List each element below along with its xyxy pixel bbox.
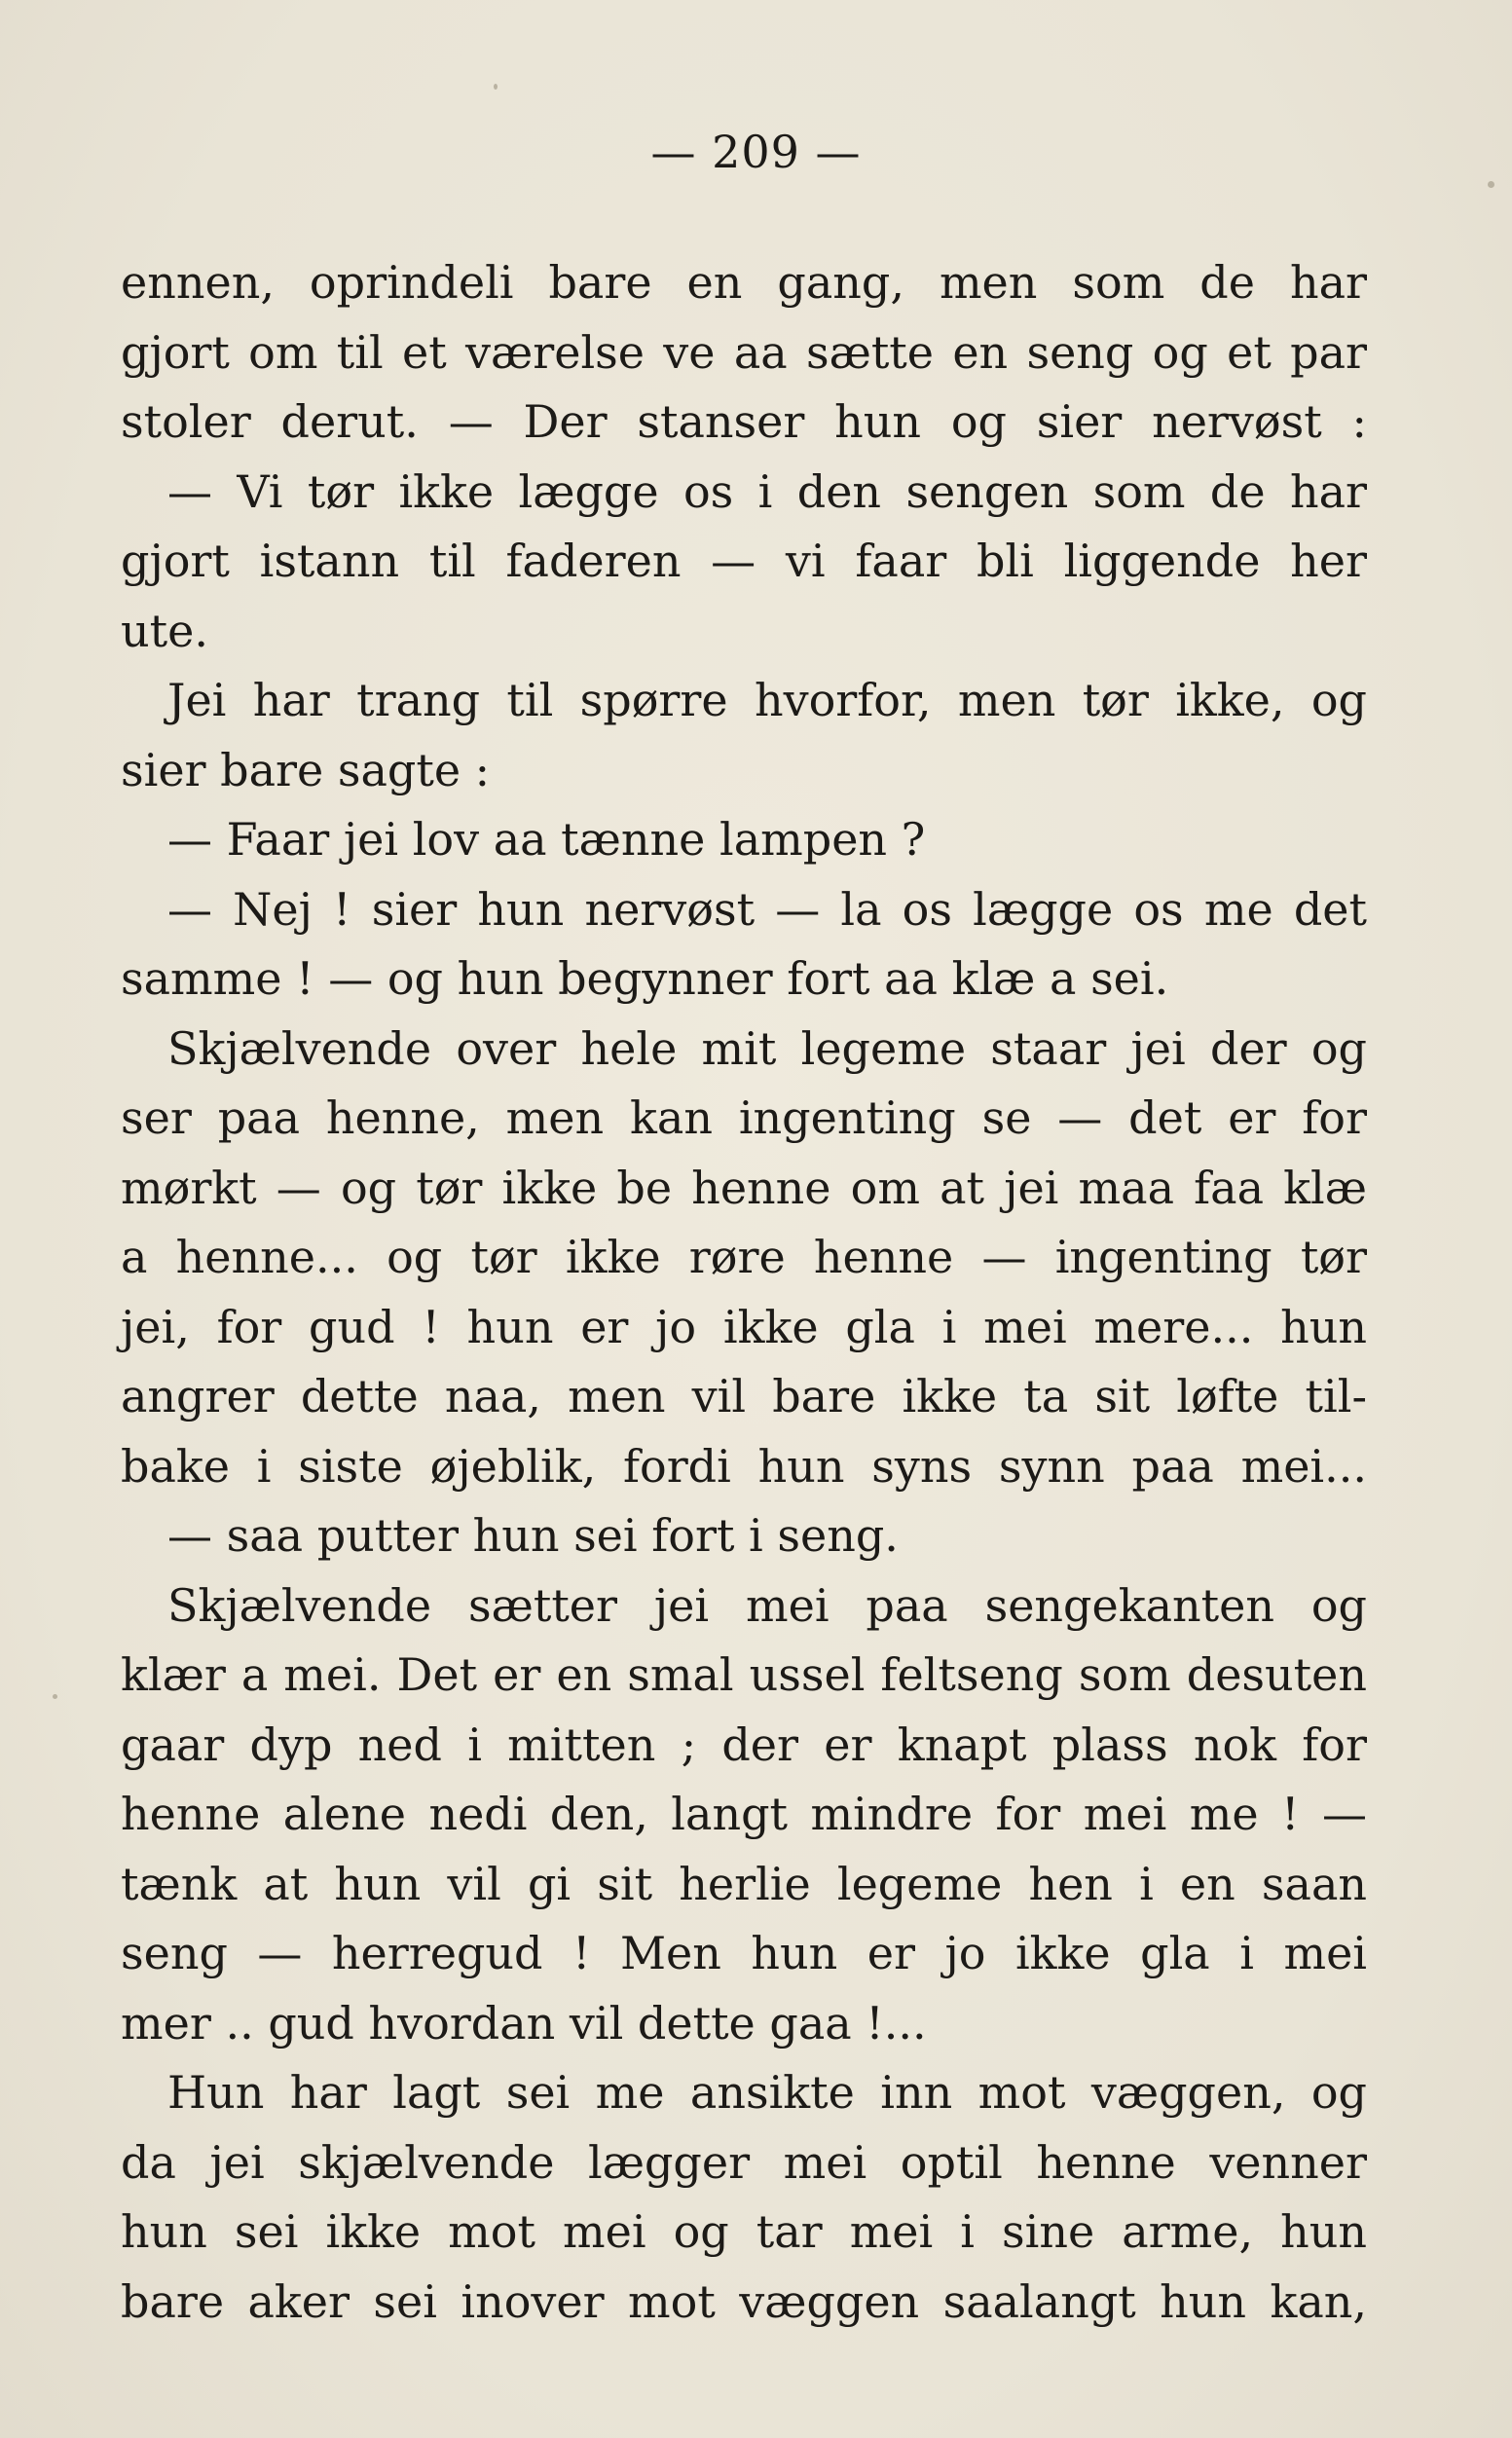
text-line: sier bare sagte : [121,743,491,796]
text-line: a henne... og tør ikke røre henne — ingenting tør [121,1231,1367,1283]
text-line: — Vi tør ikke lægge os i den sengen som de har [167,464,1367,518]
text-line: Hun har lagt sei me ansikte inn mot væggen, og [167,2066,1367,2119]
paper-speck [1488,181,1494,188]
text-line: samme ! — og hun begynner fort aa klæ a sei. [121,952,1169,1005]
text-line: gjort om til et værelse ve aa sætte en seng og et par [121,325,1367,379]
paper-speck [53,1694,57,1699]
text-line: ute. [121,604,208,657]
text-line: ser paa henne, men kan ingenting se — det er for [121,1091,1367,1144]
paper-speck [494,84,498,90]
text-line: mørkt — og tør ikke be henne om at jei maa faa klæ [121,1161,1367,1214]
body-text [121,248,1367,2337]
text-line: — saa putter hun sei fort i seng. [167,1509,899,1562]
text-line: Skjælvende sætter jei mei paa sengekanten og [167,1578,1367,1632]
text-line: Jei har trang til spørre hvorfor, men tør ikke, og [167,674,1367,726]
text-line: ennen, oprindeli bare en gang, men som de har [121,256,1367,309]
text-line: hun sei ikke mot mei og tar mei i sine arme, hun [121,2205,1367,2258]
text-line: angrer dette naa, men vil bare ikke ta sit løfte til- [121,1370,1367,1422]
text-line: da jei skjælvende lægger mei optil henne venner [121,2135,1367,2189]
text-line: jei, for gud ! hun er jo ikke gla i mei mere... hun [121,1300,1367,1353]
text-line: tænk at hun vil gi sit herlie legeme hen i en saan [121,1857,1367,1910]
text-line: — Nej ! sier hun nervøst — la os lægge os me det [167,882,1367,936]
text-line: bake i siste øjeblik, fordi hun syns synn paa mei... [121,1439,1367,1493]
text-line: stoler derut. — Der stanser hun og sier nervøst : [121,395,1367,448]
page-number: — 209 — [650,126,862,178]
text-line: gjort istann til faderen — vi faar bli liggende her [121,535,1367,587]
text-line: mer .. gud hvordan vil dette gaa !... [121,1996,927,2050]
text-line: — Faar jei lov aa tænne lampen ? [167,813,926,866]
text-line: gaar dyp ned i mitten ; der er knapt plass nok for [121,1718,1367,1771]
text-line: bare aker sei inover mot væggen saalangt hun kan, [121,2274,1367,2328]
text-line: Skjælvende over hele mit legeme staar jei der og [167,1021,1367,1075]
text-line: henne alene nedi den, langt mindre for mei me ! — [121,1788,1367,1840]
text-line: seng — herregud ! Men hun er jo ikke gla i mei [121,1927,1367,1979]
text-line: klær a mei. Det er en smal ussel feltseng som desuten [121,1648,1367,1701]
